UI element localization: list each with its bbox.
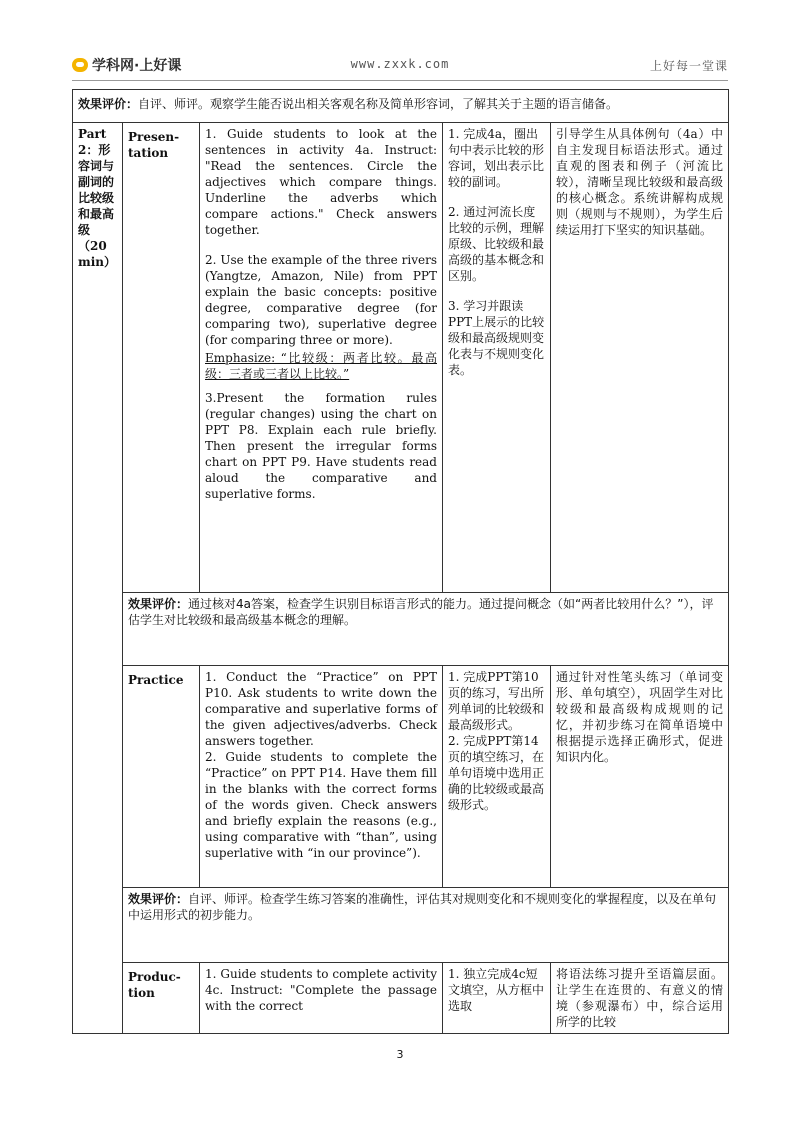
teacher-activity-presentation [200,123,443,593]
eval-cell [123,593,729,666]
stage-presentation: Presen-tation [123,123,200,593]
production-row [73,963,729,1034]
student-activity-production [443,963,551,1034]
eval-row-presentation [73,593,729,666]
eval-cell [73,90,729,123]
lesson-plan-table [72,89,729,1034]
student-step: 1. 完成PPT第10页的练习，写出所列单词的比较级和最高级形式。 [448,670,545,732]
design-intent-practice: 通过针对性笔头练习（单词变形、单句填空），巩固学生对比较级和最高级构成规则的记忆，并初步练习在简单语境中根据提示选择正确形式，促进知识内化。 [551,666,729,888]
header-divider [72,80,728,81]
part2-label: Part 2：形容词与副词的比较级和最高级（20 min） [73,123,123,1034]
design-intent-presentation: 引导学生从具体例句（4a）中自主发现目标语法形式。通过直观的图表和例子（河流比较），清晰呈现比较级和最高级的核心概念。系统讲解构成规则（规则与不规则），为学生后续运用打下坚实的知识基础。 [551,123,729,593]
teacher-step: 1. Guide students to complete activity 4c. Instruct: "Complete the passage with the correct [205,967,437,1013]
eval-row-practice [73,888,729,963]
page-number: 3 [396,1048,404,1061]
student-step: 1. 完成4a，圈出句中表示比较的形容词，划出表示比较的副词。 [448,127,545,189]
student-step: 1. 独立完成4c短文填空，从方框中选取 [448,967,545,1013]
student-step: 3. 学习并跟读PPT上展示的比较级和最高级规则变化表与不规则变化表。 [448,299,545,377]
design-intent-production: 将语法练习提升至语篇层面。让学生在连贯的、有意义的情境（参观瀑布）中，综合运用所学的比较 [551,963,729,1034]
logo-text: 学科网·上好课 [92,58,182,74]
student-step: 2. 通过河流长度比较的示例，理解原级、比较级和最高级的基本概念和区别。 [448,205,545,283]
eval-row-top [73,90,729,123]
teacher-emphasis: Emphasize: “比较级：两者比较。最高级：三者或三者以上比较。” [205,351,437,381]
eval-text: 自评、师评。观察学生能否说出相关客观名称及简单形容词，了解其关于主题的语言储备。 [138,97,619,111]
eval-cell [123,888,729,963]
teacher-step: 2. Use the example of the three rivers (Yangtze, Amazon, Nile) from PPT explain the basic concepts: positive degree, comparative degree (for comparing two), superlative degree (for comparing three or more). [205,253,437,347]
presentation-row [73,123,729,593]
practice-row [73,666,729,888]
teacher-step: 3.Present the formation rules (regular changes) using the chart on PPT P8. Explain each rule briefly. Then present the irregular forms chart on PPT P9. Have students read aloud the comparative and superlative forms. [205,391,437,501]
stage-practice: Practice [123,666,200,888]
student-activity-practice [443,666,551,888]
stage-production: Produc-tion [123,963,200,1034]
site-url: www.zxxk.com [350,57,450,71]
teacher-step: 1. Guide students to look at the sentences in activity 4a. Instruct: "Read the sentences. Circle the adjectives which compare things. Underline the adverbs which compare actions." Check answers together. [205,127,437,237]
eval-text: 自评、师评。检查学生练习答案的准确性，评估其对规则变化和不规则变化的掌握程度，以及在单句中运用形式的初步能力。 [128,892,717,922]
eval-label: 效果评价： [128,597,189,611]
page-header [72,55,728,77]
teacher-activity-production [200,963,443,1034]
eval-text: 通过核对4a答案，检查学生识别目标语言形式的能力。通过提问概念（如“两者比较用什么？”），评估学生对比较级和最高级基本概念的理解。 [128,597,714,627]
teacher-step: 1. Conduct the “Practice” on PPT P10. Ask students to write down the comparative and superlative forms of the given adjectives/adverbs. Check answers together. [205,670,437,748]
teacher-step: 2. Guide students to complete the “Practice” on PPT P14. Have them fill in the blanks with the correct forms of the words given. Check answers and briefly explain the reasons (e.g., using comparative with “than”, using superlative with “in our province”). [205,750,437,860]
student-step: 2. 完成PPT第14页的填空练习，在单句语境中选用正确的比较级或最高级形式。 [448,734,545,812]
student-activity-presentation [443,123,551,593]
teacher-activity-practice [200,666,443,888]
eval-label: 效果评价： [128,892,189,906]
header-slogan: 上好每一堂课 [649,59,728,73]
eval-label: 效果评价： [78,97,139,111]
